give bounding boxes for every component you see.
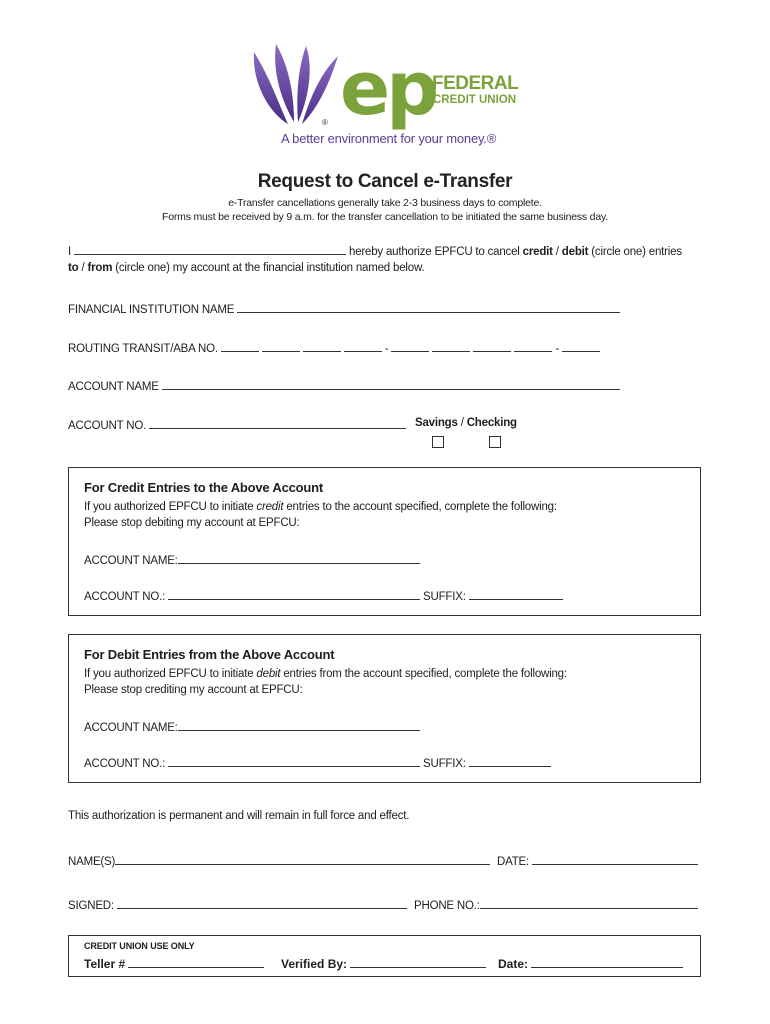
debit-section-title: For Debit Entries from the Above Account xyxy=(84,647,335,662)
credit-suffix-row xyxy=(423,588,563,603)
debit-suffix-label: SUFFIX: xyxy=(423,758,466,770)
verified-by-field[interactable] xyxy=(350,956,486,968)
credit-suffix-field[interactable] xyxy=(469,588,563,600)
routing-digit-6[interactable] xyxy=(432,340,470,352)
routing-dash-2: - xyxy=(555,343,560,355)
debit-account-no-field[interactable] xyxy=(168,755,420,767)
signature-field[interactable] xyxy=(117,897,407,909)
credit-account-name-field[interactable] xyxy=(178,552,420,564)
credit-section-title: For Credit Entries to the Above Account xyxy=(84,480,323,495)
permanent-authorization-text: This authorization is permanent and will remain in full force and effect. xyxy=(68,810,410,822)
account-name-label: ACCOUNT NAME xyxy=(68,381,159,393)
debit-suffix-row xyxy=(423,755,551,770)
savings-checkbox[interactable] xyxy=(432,436,444,448)
account-number-label: ACCOUNT NO. xyxy=(68,420,147,432)
date-label: DATE: xyxy=(497,856,530,868)
debit-section-instruction: If you authorized EPFCU to initiate debit entries from the account specified, complete the following: xyxy=(84,668,567,680)
date-field[interactable] xyxy=(532,853,698,865)
auth-credit-option: credit xyxy=(522,246,553,258)
registered-mark: ® xyxy=(322,118,328,127)
logo-ep-mark: ep xyxy=(340,46,436,132)
credit-union-use-title: CREDIT UNION USE ONLY xyxy=(84,941,195,951)
credit-section-instruction: If you authorized EPFCU to initiate credit entries to the account specified, complete the following: xyxy=(84,501,557,513)
routing-number-label: ROUTING TRANSIT/ABA NO. xyxy=(68,343,218,355)
account-number-row xyxy=(68,417,406,432)
phone-label: PHONE NO.: xyxy=(414,900,480,912)
teller-label: Teller # xyxy=(84,957,126,971)
credit-suffix-label: SUFFIX: xyxy=(423,591,466,603)
credit-account-no-field[interactable] xyxy=(168,588,420,600)
debit-account-name-row xyxy=(84,719,420,734)
logo-federal-text: FEDERAL xyxy=(432,73,519,94)
names-field[interactable] xyxy=(115,853,490,865)
routing-digit-5[interactable] xyxy=(391,340,429,352)
routing-digit-8[interactable] xyxy=(514,340,552,352)
signed-row xyxy=(68,897,407,912)
financial-institution-row xyxy=(68,301,620,316)
verified-by-label: Verified By: xyxy=(281,957,348,971)
auth-from-option: from xyxy=(87,262,113,274)
credit-account-no-label: ACCOUNT NO.: xyxy=(84,591,166,603)
auth-to-option: to xyxy=(68,262,79,274)
financial-institution-label: FINANCIAL INSTITUTION NAME xyxy=(68,304,235,316)
routing-digit-3[interactable] xyxy=(303,340,341,352)
auth-circle-one-entries: (circle one) entries xyxy=(591,246,682,258)
routing-digit-7[interactable] xyxy=(473,340,511,352)
credit-account-no-row xyxy=(84,588,420,603)
authorizer-name-field[interactable] xyxy=(74,243,346,255)
teller-row xyxy=(84,956,264,971)
logo-credit-union-text: CREDIT UNION xyxy=(433,94,517,106)
routing-digit-4[interactable] xyxy=(344,340,382,352)
teller-field[interactable] xyxy=(128,956,264,968)
auth-slash-1: / xyxy=(552,246,562,258)
credit-section-stop-text: Please stop debiting my account at EPFCU: xyxy=(84,517,300,529)
phone-field[interactable] xyxy=(480,897,698,909)
debit-account-no-label: ACCOUNT NO.: xyxy=(84,758,166,770)
names-label: NAME(S) xyxy=(68,856,116,868)
routing-digit-2[interactable] xyxy=(262,340,300,352)
debit-emphasis: debit xyxy=(256,668,281,680)
routing-number-row xyxy=(68,340,600,355)
auth-i-label: I xyxy=(68,246,71,258)
phone-row xyxy=(414,897,698,912)
account-name-field[interactable] xyxy=(162,378,620,390)
auth-circle-one-account: (circle one) my account at the financial institution named below. xyxy=(115,262,425,274)
verified-by-row xyxy=(281,956,486,971)
account-type-labels xyxy=(415,417,517,429)
account-number-field[interactable] xyxy=(149,417,406,429)
debit-section-stop-text: Please stop crediting my account at EPFCU: xyxy=(84,684,303,696)
subtitle-line-1: e-Transfer cancellations generally take 2-3 business days to complete. xyxy=(228,197,542,209)
credit-union-use-section xyxy=(68,935,701,977)
routing-dash-1: - xyxy=(384,343,389,355)
credit-account-name-row xyxy=(84,552,420,567)
checking-label: Checking xyxy=(466,417,517,429)
savings-label: Savings xyxy=(415,417,458,429)
credit-account-name-label: ACCOUNT NAME: xyxy=(84,555,178,567)
credit-entries-section xyxy=(68,467,701,616)
credit-emphasis: credit xyxy=(256,501,284,513)
financial-institution-field[interactable] xyxy=(237,301,620,313)
names-row xyxy=(68,853,490,868)
checking-checkbox[interactable] xyxy=(489,436,501,448)
subtitle-line-2: Forms must be received by 9 a.m. for the transfer cancellation to be initiated the same business day. xyxy=(162,211,608,223)
debit-entries-section xyxy=(68,634,701,783)
logo-tagline: A better environment for your money.® xyxy=(281,131,497,146)
debit-account-name-label: ACCOUNT NAME: xyxy=(84,722,178,734)
date-row xyxy=(497,853,698,868)
routing-digit-9[interactable] xyxy=(562,340,600,352)
debit-account-name-field[interactable] xyxy=(178,719,420,731)
account-type-slash: / xyxy=(460,417,464,429)
auth-debit-option: debit xyxy=(561,246,589,258)
cu-date-field[interactable] xyxy=(531,956,683,968)
authorization-line-2 xyxy=(68,262,424,274)
auth-slash-2: / xyxy=(78,262,88,274)
signed-label: SIGNED: xyxy=(68,900,114,912)
debit-suffix-field[interactable] xyxy=(469,755,551,767)
auth-hereby-text: hereby authorize EPFCU to cancel xyxy=(349,246,520,258)
cu-date-label: Date: xyxy=(498,957,529,971)
account-name-row xyxy=(68,378,620,393)
authorization-line-1 xyxy=(68,243,682,258)
cu-date-row xyxy=(498,956,683,971)
page-title: Request to Cancel e-Transfer xyxy=(257,171,513,192)
debit-account-no-row xyxy=(84,755,420,770)
routing-digit-1[interactable] xyxy=(221,340,259,352)
ep-leaf-logo-icon xyxy=(248,42,344,128)
